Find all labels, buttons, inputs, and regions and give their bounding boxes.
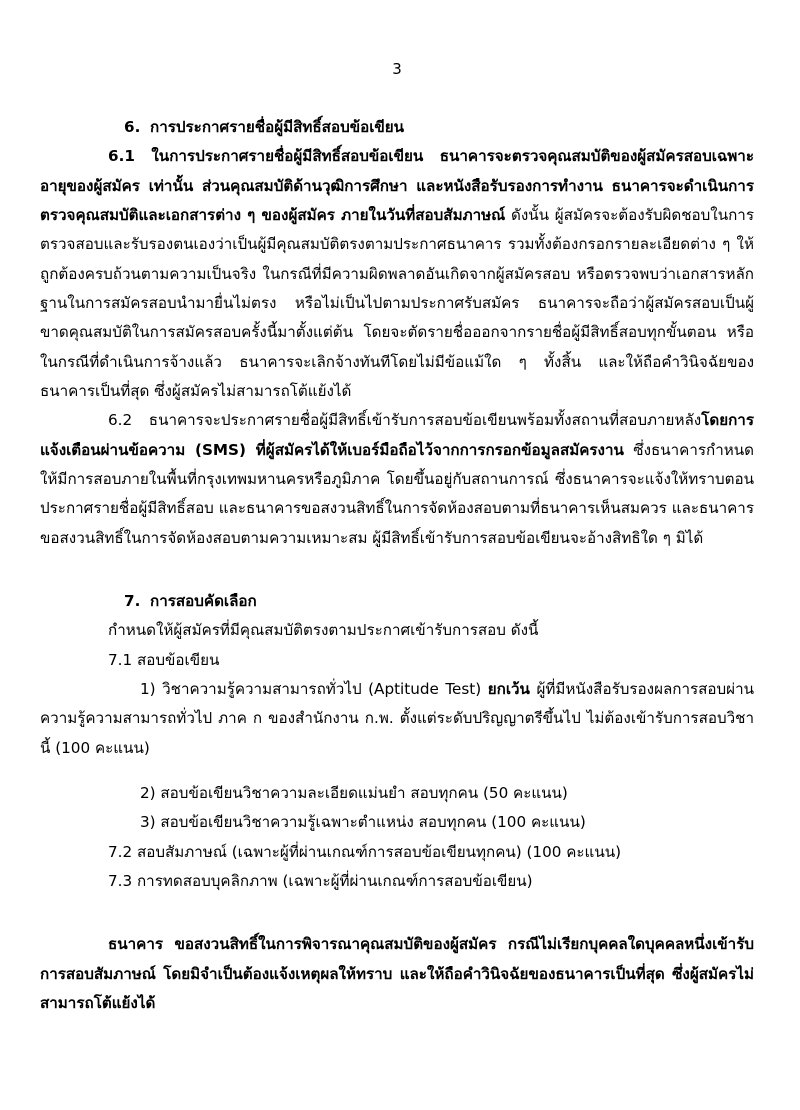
section-heading-6 (124, 113, 754, 142)
paragraph-7-1 (40, 646, 754, 675)
paragraph-6-2-run-1: โดยการแจ้งเตือนผ่านข้อความ (SMS) ที่ผู้สมัครได้ให้เบอร์มือถือไว้จากการกรอกข้อมูลสมัครงาน (40, 411, 754, 459)
page-number: 3 (392, 60, 402, 78)
paragraph-7-3 (40, 867, 754, 896)
paragraph-7-closing-run-0: ธนาคาร ขอสงวนสิทธิ์ในการพิจารณาคุณสมบัติของผู้สมัคร กรณีไม่เรียกบุคคลใดบุคคลหนึ่งเข้ารับการสอบสัมภาษณ์ โดยมิจำเป็นต้องแจ้งเหตุผลให้ทราบ และให้ถือคำวินิจฉัยของธนาคารเป็นที่สุด ซึ่งผู้สมัครไม่สามารถโต้แย้งได้ (40, 935, 754, 1012)
spacer-closing (40, 896, 754, 930)
paragraph-7-closing (40, 930, 754, 1018)
paragraph-7-1-1-run-1: ยกเว้น (487, 679, 530, 698)
paragraph-7-2 (40, 838, 754, 867)
section-number-6: 6. (124, 118, 141, 136)
paragraph-6-2-run-2: ซึ่งธนาคารกำหนดให้มีการสอบภายในพื้นที่กรุงเทพมหานครหรือภูมิภาค โดยขึ้นอยู่กับสถานการณ์ ซึ่งธนาคารจะแจ้งให้ทราบตอนประกาศรายชื่อผู้มีสิทธิ์สอบ และธนาคารขอสงวนสิทธิ์ในการจัดห้องสอบตามที่ธนาคารเห็นสมควร และธนาคารขอสงวนสิทธิ์ในการจัดห้องสอบตามความเหมาะสม ผู้มีสิทธิ์เข้ารับการสอบข้อเขียนจะอ้างสิทธิใด ๆ มิได้ (40, 440, 754, 547)
paragraph-7-1-run-0: 7.1 สอบข้อเขียน (108, 650, 220, 669)
paragraph-7-1-1-run-0: 1) วิชาความรู้ความสามารถทั่วไป (Aptitude Test) (140, 679, 488, 698)
paragraph-7-2-run-0: 7.2 สอบสัมภาษณ์ (เฉพาะผู้ที่ผ่านเกณฑ์การสอบข้อเขียนทุกคน) (100 คะแนน) (108, 842, 622, 861)
paragraph-6-1 (40, 142, 754, 406)
section-number-7: 7. (124, 591, 141, 610)
paragraph-6-1-run-0: 6.1 ในการประกาศรายชื่อผู้มีสิทธิ์สอบข้อเขียน ธนาคารจะตรวจคุณสมบัติของผู้สมัครสอบเฉพาะอายุของผู้สมัคร เท่านั้น ส่วนคุณสมบัติด้านวุฒิการศึกษา และหนังสือรับรองการทำงาน ธนาคารจะดำเนินการตรวจคุณสมบัติและเอกสารต่าง ๆ ของผู้สมัคร ภายในวันที่สอบสัมภาษณ์ (40, 147, 754, 224)
section-heading-7 (124, 587, 754, 616)
paragraph-6-1-run-1: ดังนั้น ผู้สมัครจะต้องรับผิดชอบในการตรวจสอบและรับรองตนเองว่าเป็นผู้มีคุณสมบัติตรงตามประกาศธนาคาร รวมทั้งต้องกรอกรายละเอียดต่าง ๆ ให้ถูกต้องครบถ้วนตามความเป็นจริง ในกรณีที่มีความผิดพลาดอันเกิดจากผู้สมัครสอบ หรือตรวจพบว่าเอกสารหลักฐานในการสมัครสอบนำมายื่นไม่ตรง หรือไม่เป็นไปตามประกาศรับสมัคร ธนาคารจะถือว่าผู้สมัครสอบเป็นผู้ขาดคุณสมบัติในการสมัครสอบครั้งนี้มาตั้งแต่ต้น โดยจะตัดรายชื่อออกจากรายชื่อผู้มีสิทธิ์สอบทุกขั้นตอน หรือในกรณีที่ดำเนินการจ้างแล้ว ธนาคารจะเลิกจ้างทันทีโดยไม่มีข้อแม้ใด ๆ ทั้งสิ้น และให้ถือคำวินิจฉัยของธนาคารเป็นที่สุด ซึ่งผู้สมัครไม่สามารถโต้แย้งได้ (40, 205, 754, 400)
paragraph-7-intro (40, 616, 754, 645)
paragraph-6-2-run-0: 6.2 ธนาคารจะประกาศรายชื่อผู้มีสิทธิ์เข้ารับการสอบข้อเขียนพร้อมทั้งสถานที่สอบภายหลัง (108, 411, 702, 430)
section-title-6: การประกาศรายชื่อผู้มีสิทธิ์สอบข้อเขียน (150, 118, 405, 136)
document-body (40, 113, 754, 1018)
paragraph-7-1-2-run-0: 2) สอบข้อเขียนวิชาความละเอียดแม่นยำ สอบทุกคน (50 คะแนน) (140, 783, 568, 802)
section-title-7: การสอบคัดเลือก (150, 591, 257, 610)
spacer-7-1-list (40, 763, 754, 779)
paragraph-7-1-1-run-2: ผู้ที่มีหนังสือรับรองผลการสอบผ่านความรู้ความสามารถทั่วไป ภาค ก ของสำนักงาน ก.พ. ตั้งแต่ระดับปริญญาตรีขึ้นไป ไม่ต้องเข้ารับการสอบวิชานี้ (100 คะแนน) (40, 679, 754, 757)
paragraph-6-2 (40, 406, 754, 553)
paragraph-7-1-1 (40, 675, 754, 763)
paragraph-7-1-3 (40, 808, 754, 837)
spacer-sections (40, 553, 754, 587)
paragraph-7-intro-run-0: กำหนดให้ผู้สมัครที่มีคุณสมบัติตรงตามประกาศเข้ารับการสอบ ดังนี้ (108, 621, 539, 640)
paragraph-7-1-3-run-0: 3) สอบข้อเขียนวิชาความรู้เฉพาะตำแหน่ง สอบทุกคน (100 คะแนน) (140, 813, 586, 832)
paragraph-7-1-2 (40, 779, 754, 808)
paragraph-7-3-run-0: 7.3 การทดสอบบุคลิกภาพ (เฉพาะผู้ที่ผ่านเกณฑ์การสอบข้อเขียน) (108, 871, 533, 890)
